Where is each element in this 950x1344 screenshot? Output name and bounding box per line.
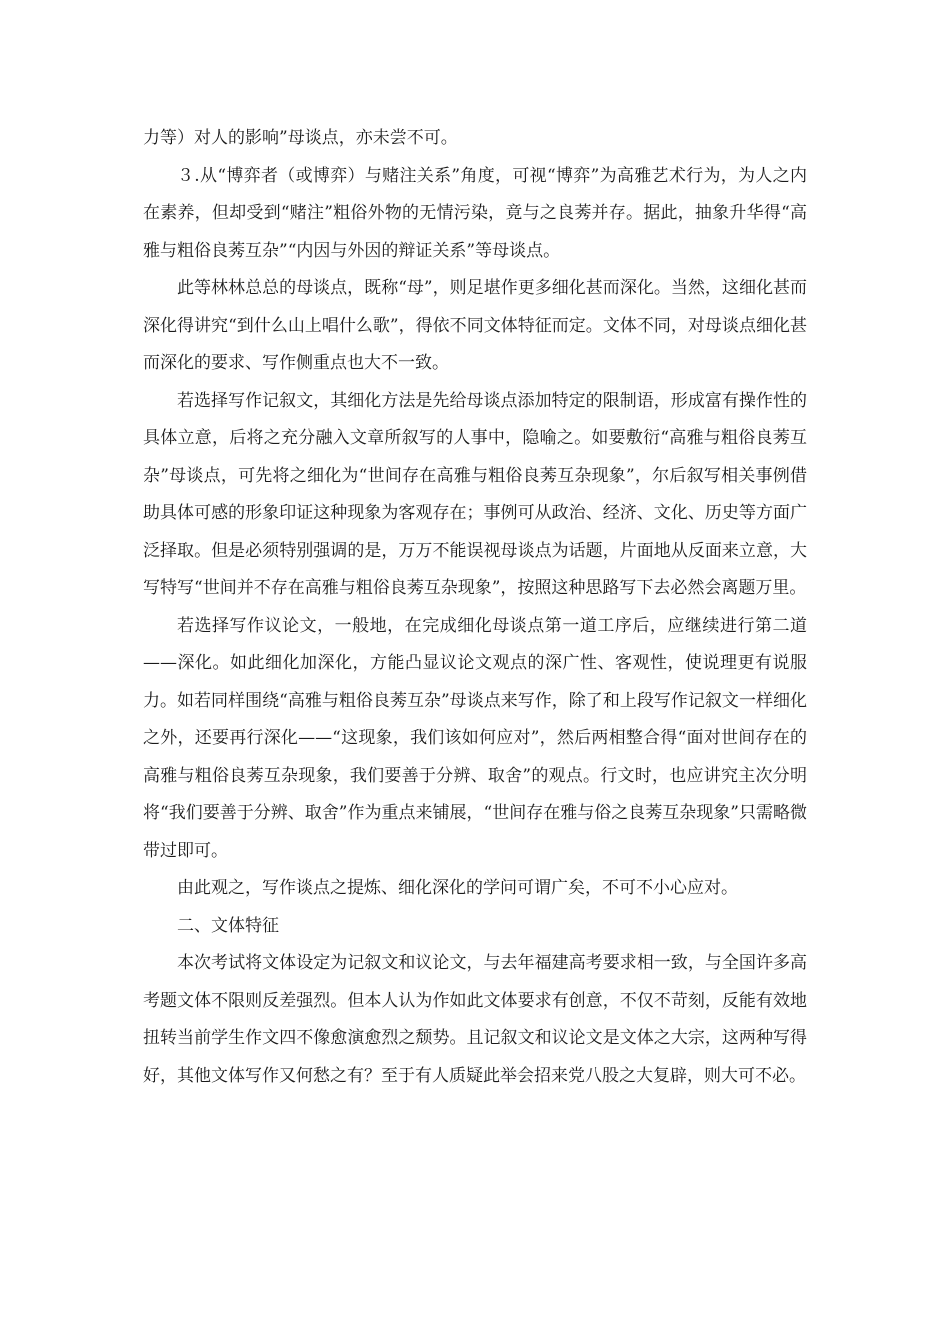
paragraph-genre: 本次考试将文体设定为记叙文和议论文，与去年福建高考要求相一致，与全国许多高考题文体不限则反差强烈。但本人认为作如此文体要求有创意，不仅不苛刻，反能有效地扭转当前学生作文四不像愈演愈烈之颓势。且记叙文和议论文是文体之大宗，这两种写得好，其他文体写作又何愁之有？至于有人质疑此举会招来党八股之大复辟，则大可不必。 [143,953,807,1086]
paragraph-conclusion: 由此观之，写作谈点之提炼、细化深化的学问可谓广矣，不可不小心应对。 [177,878,738,898]
paragraph-argumentative: 若选择写作议论文，一般地，在完成细化母谈点第一道工序后，应继续进行第二道——深化。如此细化加深化，方能凸显议论文观点的深广性、客观性，使说理更有说服力。如若同样围绕“高雅与粗俗良莠互杂”母谈点来写作，除了和上段写作记叙文一样细化之外，还要再行深化——“这现象，我们该如何应对”，然后两相整合得“面对世间存在的高雅与粗俗良莠互杂现象，我们要善于分辨、取舍”的观点。行文时，也应讲究主次分明将“我们要善于分辨、取舍”作为重点来铺展，“世间存在雅与俗之良莠互杂现象”只需略微带过即可。 [143,615,807,861]
section-heading: 二、文体特征 [177,915,279,936]
paragraph-continuation: 力等）对人的影响”母谈点，亦未尝不可。 [143,128,458,148]
paragraph-point-3: ３.从“博弈者（或博弈）与赌注关系”角度，可视“博弈”为高雅艺术行为，为人之内在素养，但却受到“赌注”粗俗外物的无情污染，竟与之良莠并存。据此，抽象升华得“高雅与粗俗良莠互杂”“内因与外因的辩证关系”等母谈点。 [143,165,807,261]
document-body [143,120,807,1095]
paragraph-narrative: 若选择写作记叙文，其细化方法是先给母谈点添加特定的限制语，形成富有操作性的具体立意，后将之充分融入文章所叙写的人事中，隐喻之。如要敷衍“高雅与粗俗良莠互杂”母谈点，可先将之细化为“世间存在高雅与粗俗良莠互杂现象”，尔后叙写相关事例借助具体可感的形象印证这种现象为客观存在；事例可从政治、经济、文化、历史等方面广泛择取。但是必须特别强调的是，万万不能误视母谈点为话题，片面地从反面来立意，大写特写“世间并不存在高雅与粗俗良莠互杂现象”，按照这种思路写下去必然会离题万里。 [143,390,807,598]
paragraph-mother-topics: 此等林林总总的母谈点，既称“母”，则足堪作更多细化甚而深化。当然，这细化甚而深化得讲究“到什么山上唱什么歌”，得依不同文体特征而定。文体不同，对母谈点细化甚而深化的要求、写作侧重点也大不一致。 [143,278,807,373]
